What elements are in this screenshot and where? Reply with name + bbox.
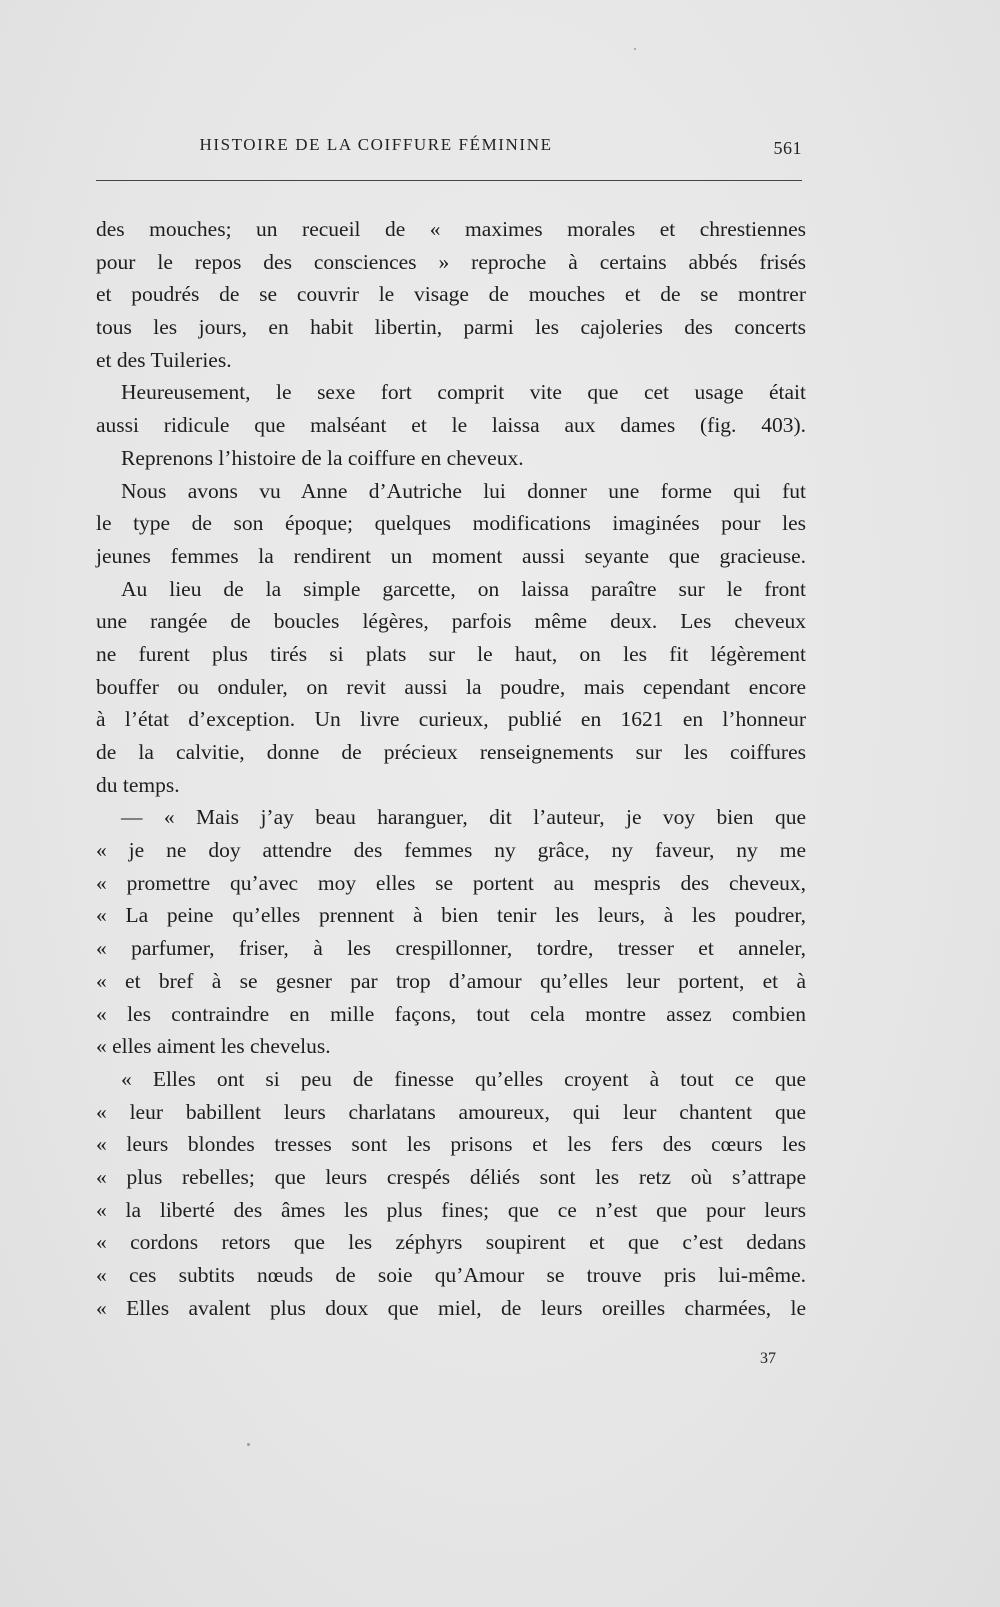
text-line: ne furent plus tirés si plats sur le haut, on les fit légèrement: [96, 641, 806, 666]
text-line: « la liberté des âmes les plus fines; que ce n’est que pour leurs: [96, 1197, 806, 1222]
text-line: Nous avons vu Anne d’Autriche lui donner une forme qui fut: [121, 478, 806, 503]
text-line: « parfumer, friser, à les crespillonner, tordre, tresser et anneler,: [96, 936, 806, 961]
paper-speck: [634, 48, 636, 50]
text-line: et des Tuileries.: [96, 347, 232, 372]
text-line: de la calvitie, donne de précieux renseignements sur les coiffures: [96, 740, 806, 764]
text-line: « plus rebelles; que leurs crespés déliés sont les retz où s’attrape: [96, 1164, 806, 1189]
body-text: [96, 213, 806, 1324]
text-line: « ces subtits nœuds de soie qu’Amour se trouve pris lui-même.: [96, 1263, 806, 1287]
text-line: du temps.: [96, 772, 180, 797]
text-line: « elles aiment les chevelus.: [96, 1034, 331, 1059]
signature-mark: 37: [760, 1350, 776, 1367]
text-line: « je ne doy attendre des femmes ny grâce, ny faveur, ny me: [96, 838, 806, 863]
text-line: tous les jours, en habit libertin, parmi les cajoleries des concerts: [96, 315, 806, 340]
text-line: à l’état d’exception. Un livre curieux, publié en 1621 en l’honneur: [96, 707, 806, 732]
text-line: « cordons retors que les zéphyrs soupirent et que c’est dedans: [96, 1230, 806, 1255]
text-line: des mouches; un recueil de « maximes morales et chrestiennes: [96, 217, 806, 241]
text-line: une rangée de boucles légères, parfois même deux. Les cheveux: [96, 609, 806, 634]
text-line: « Elles avalent plus doux que miel, de leurs oreilles charmées, le: [96, 1295, 806, 1320]
text-line: et poudrés de se couvrir le visage de mouches et de se montrer: [96, 282, 806, 307]
text-line: « et bref à se gesner par trop d’amour qu’elles leur portent, et à: [96, 968, 806, 993]
text-line: aussi ridicule que malséant et le laissa aux dames (fig. 403).: [96, 413, 806, 438]
text-line: « leurs blondes tresses sont les prisons et les fers des cœurs les: [96, 1132, 806, 1157]
text-line: « les contraindre en mille façons, tout cela montre assez combien: [96, 1001, 806, 1026]
text-line: — « Mais j’ay beau haranguer, dit l’auteur, je voy bien que: [121, 805, 806, 830]
text-line: jeunes femmes la rendirent un moment aussi seyante que gracieuse.: [96, 543, 806, 568]
text-line: « leur babillent leurs charlatans amoureux, qui leur chantent que: [96, 1099, 806, 1124]
running-title: HISTOIRE DE LA COIFFURE FÉMININE: [199, 135, 553, 154]
text-line: Heureusement, le sexe fort comprit vite que cet usage était: [121, 380, 806, 405]
text-line: pour le repos des consciences » reproche à certains abbés frisés: [96, 249, 806, 274]
text-line: Au lieu de la simple garcette, on laissa paraître sur le front: [121, 576, 806, 601]
text-line: « La peine qu’elles prennent à bien tenir les leurs, à les poudrer,: [96, 903, 806, 928]
text-line: bouffer ou onduler, on revit aussi la poudre, mais cependant encore: [96, 674, 806, 699]
page-number: 561: [773, 138, 802, 158]
paper-speck: [247, 1443, 250, 1446]
header-rule: [96, 180, 802, 181]
text-line: « promettre qu’avec moy elles se portent au mespris des cheveux,: [96, 870, 806, 895]
text-line: le type de son époque; quelques modifications imaginées pour les: [96, 511, 806, 536]
text-line: Reprenons l’histoire de la coiffure en cheveux.: [121, 445, 524, 470]
running-head: [96, 132, 802, 162]
text-line: « Elles ont si peu de finesse qu’elles croyent à tout ce que: [121, 1066, 806, 1091]
